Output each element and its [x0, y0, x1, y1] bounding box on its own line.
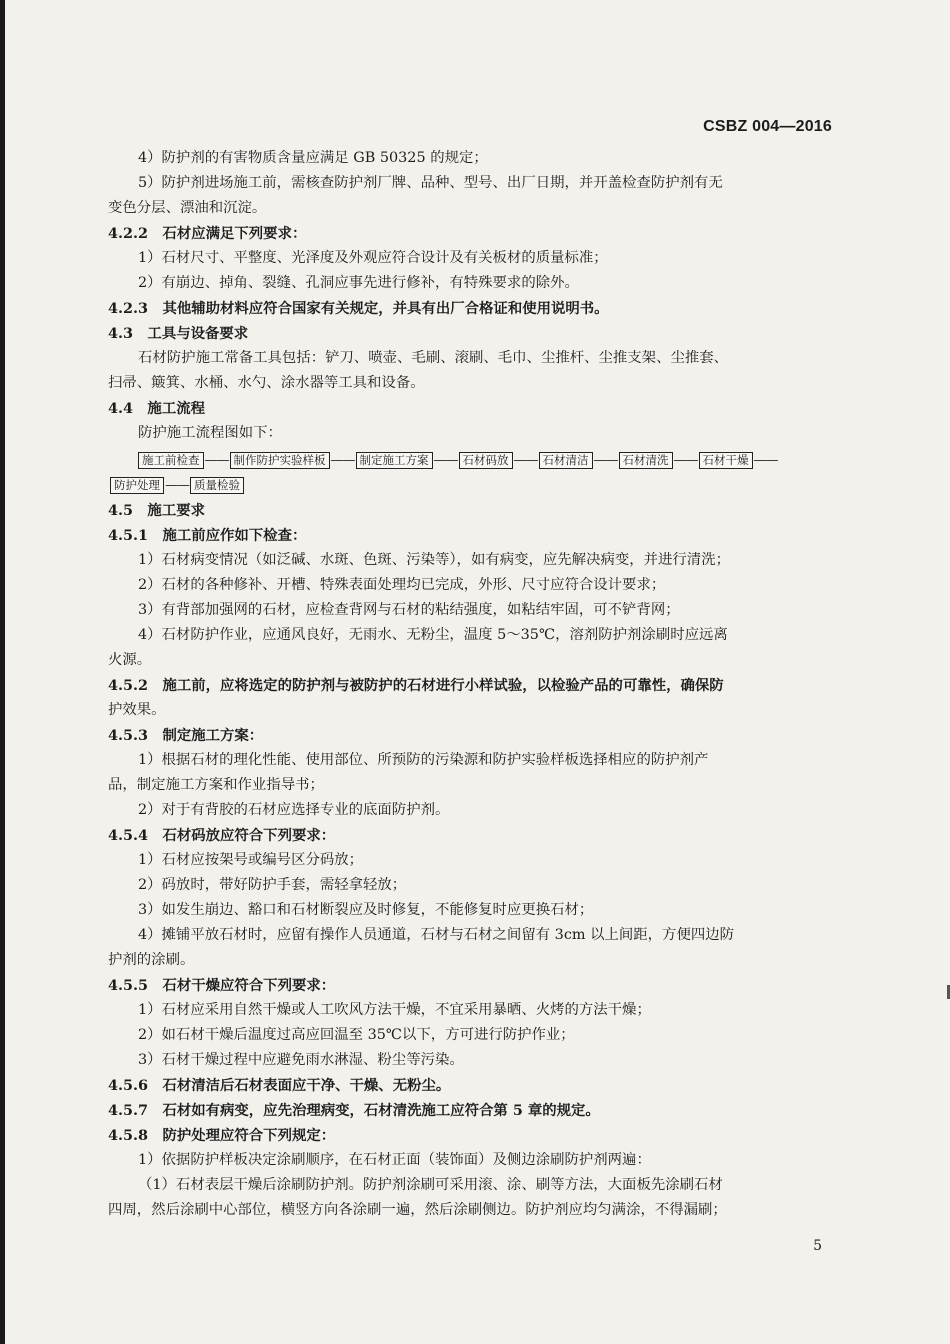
text-line: 防护施工流程图如下：	[138, 425, 282, 441]
section-heading: 4.5 施工要求	[108, 502, 205, 519]
text-line: 1）根据石材的理化性能、使用部位、所预防的污染源和防护实验样板选择相应的防护剂产	[138, 752, 709, 768]
section-heading: 4.3 工具与设备要求	[108, 325, 249, 342]
flow-connector: ——	[673, 453, 698, 468]
text-line: 火源。	[108, 652, 152, 668]
section-heading: 4.5.2 施工前，应将选定的防护剂与被防护的石材进行小样试验，以检验产品的可靠性，确保防	[108, 677, 724, 694]
flow-step-box: 石材码放	[459, 452, 513, 469]
section-heading: 4.5.1 施工前应作如下检查：	[108, 527, 307, 544]
flow-connector: ——	[330, 453, 355, 468]
flow-step-box: 石材清洁	[539, 452, 593, 469]
section-heading: 4.2.3 其他辅助材料应符合国家有关规定，并具有出厂合格证和使用说明书。	[108, 300, 609, 317]
flow-connector: ——	[513, 453, 538, 468]
text-line: 2）有崩边、掉角、裂缝、孔洞应事先进行修补，有特殊要求的除外。	[138, 275, 579, 291]
text-line: 3）如发生崩边、豁口和石材断裂应及时修复，不能修复时应更换石材；	[138, 902, 594, 918]
page-number: 5	[813, 1238, 822, 1254]
text-line: 4）摊铺平放石材时，应留有操作人员通道，石材与石材之间留有 3cm 以上间距，方便四边防	[138, 927, 735, 943]
section-heading: 4.2.2 石材应满足下列要求：	[108, 225, 307, 242]
text-line: 2）码放时，带好防护手套，需轻拿轻放；	[138, 877, 407, 893]
text-line: 1）依据防护样板决定涂刷顺序，在石材正面（装饰面）及侧边涂刷防护剂两遍：	[138, 1152, 651, 1168]
text-line: 1）石材尺寸、平整度、光泽度及外观应符合设计及有关板材的质量标准；	[138, 250, 608, 266]
section-heading: 4.5.3 制定施工方案：	[108, 727, 264, 744]
page-content	[108, 146, 830, 1223]
text-line: 1）石材病变情况（如泛碱、水斑、色斑、污染等），如有病变，应先解决病变，并进行清洗；	[138, 552, 730, 568]
section-heading: 4.5.6 石材清洁后石材表面应干净、干燥、无粉尘。	[108, 1077, 451, 1094]
flow-connector: ——	[165, 478, 189, 493]
section-heading: 4.5.8 防护处理应符合下列规定：	[108, 1127, 336, 1144]
flow-step-box: 制作防护实验样板	[230, 452, 330, 469]
flow-connector: ——	[753, 453, 778, 468]
flow-step-box: 防护处理	[110, 477, 164, 494]
text-block-materials	[108, 146, 830, 446]
text-line: 2）如石材干燥后温度过高应回温至 35℃以下，方可进行防护作业；	[138, 1027, 575, 1043]
text-line: 石材防护施工常备工具包括：铲刀、喷壶、毛刷、滚刷、毛巾、尘推杆、尘推支架、尘推套、	[138, 350, 729, 366]
text-line: 4）石材防护作业，应通风良好，无雨水、无粉尘，温度 5～35℃，溶剂防护剂涂刷时应远离	[138, 627, 728, 643]
flow-step-box: 石材干燥	[699, 452, 753, 469]
construction-flowchart	[108, 448, 830, 498]
text-line: 护剂的涂刷。	[108, 952, 195, 968]
flowchart-row-1	[108, 448, 830, 473]
scan-left-edge	[0, 0, 5, 1344]
standard-code: CSBZ 004—2016	[703, 118, 832, 135]
text-line: 5）防护剂进场施工前，需核查防护剂厂牌、品种、型号、出厂日期，并开盖检查防护剂有无	[138, 175, 723, 191]
section-heading: 4.5.4 石材码放应符合下列要求：	[108, 827, 336, 844]
text-block-requirements	[108, 498, 830, 1223]
text-line: 1）石材应采用自然干燥或人工吹风方法干燥，不宜采用暴晒、火烤的方法干燥；	[138, 1002, 651, 1018]
text-line: 3）石材干燥过程中应避免雨水淋湿、粉尘等污染。	[138, 1052, 464, 1068]
text-line: 护效果。	[108, 702, 166, 718]
text-line: 3）有背部加强网的石材，应检查背网与石材的粘结强度，如粘结牢固，可不铲背网；	[138, 602, 680, 618]
section-heading: 4.5.5 石材干燥应符合下列要求：	[108, 977, 336, 994]
text-line: 4）防护剂的有害物质含量应满足 GB 50325 的规定；	[138, 150, 488, 166]
text-line: 2）石材的各种修补、开槽、特殊表面处理均已完成，外形、尺寸应符合设计要求；	[138, 577, 666, 593]
flow-connector: ——	[204, 453, 229, 468]
flow-step-box: 施工前检查	[138, 452, 204, 469]
text-line: 变色分层、漂油和沉淀。	[108, 200, 267, 216]
text-line: 品，制定施工方案和作业指导书；	[108, 777, 324, 793]
flow-connector: ——	[433, 453, 458, 468]
text-line: 扫帚、簸箕、水桶、水勺、涂水器等工具和设备。	[108, 375, 425, 391]
text-line: 1）石材应按架号或编号区分码放；	[138, 852, 364, 868]
flow-step-box: 石材清洗	[619, 452, 673, 469]
flow-connector: ——	[593, 453, 618, 468]
flow-step-box: 质量检验	[190, 477, 244, 494]
text-line: （1）石材表层干燥后涂刷防护剂。防护剂涂刷可采用滚、涂、刷等方法，大面板先涂刷石材	[138, 1177, 723, 1193]
text-line: 四周，然后涂刷中心部位，横竖方向各涂刷一遍，然后涂刷侧边。防护剂应均匀满涂，不得漏刷；	[108, 1202, 727, 1218]
flowchart-row-2	[108, 473, 830, 498]
section-heading: 4.4 施工流程	[108, 400, 205, 417]
section-heading: 4.5.7 石材如有病变，应先治理病变，石材清洗施工应符合第 5 章的规定。	[108, 1102, 600, 1119]
flow-step-box: 制定施工方案	[356, 452, 433, 469]
text-line: 2）对于有背胶的石材应选择专业的底面防护剂。	[138, 802, 450, 818]
